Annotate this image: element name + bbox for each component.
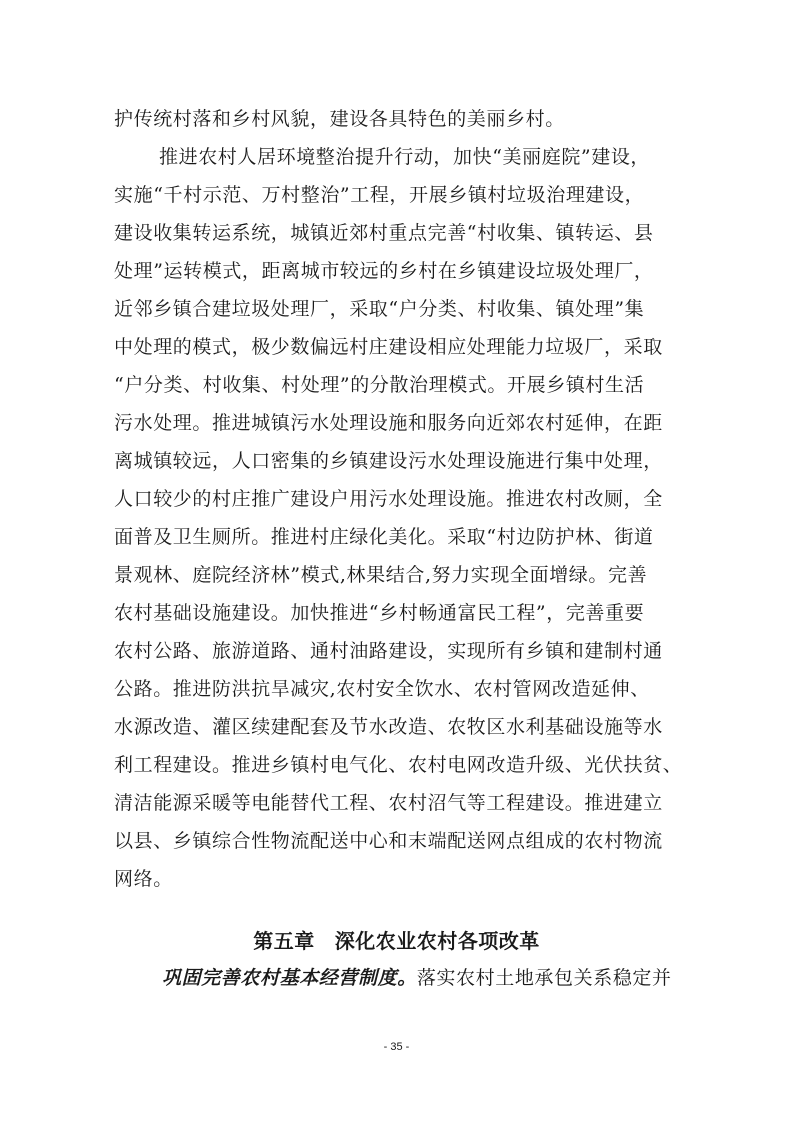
body-line: 清洁能源采暖等电能替代工程、农村沼气等工程建设。推进建立 (114, 792, 663, 814)
lead-bold-phrase: 巩固完善农村基本经营制度。 (162, 967, 417, 989)
body-line: 处理”运转模式，距离城市较远的乡村在乡镇建设垃圾处理厂， (114, 260, 654, 282)
body-line: 实施“千村示范、万村整治”工程，开展乡镇村垃圾治理建设， (114, 184, 645, 206)
body-line: 景观林、庭院经济林”模式,林果结合,努力实现全面增绿。完善 (114, 564, 648, 586)
chapter-title: 深化农业农村各项改革 (334, 929, 540, 953)
body-line: 农村公路、旅游道路、通村油路建设，实现所有乡镇和建制村通 (114, 640, 663, 662)
body-line: 建设收集转运系统，城镇近郊村重点完善“村收集、镇转运、县 (114, 222, 654, 244)
body-line: 农村基础设施建设。加快推进“乡村畅通富民工程”，完善重要 (114, 602, 645, 624)
chapter-heading (0, 928, 793, 954)
body-line: 离城镇较远，人口密集的乡镇建设污水处理设施进行集中处理， (114, 450, 663, 472)
body-line: 护传统村落和乡村风貌，建设各具特色的美丽乡村。 (114, 108, 565, 130)
page-number: - 35 - (383, 1041, 410, 1053)
body-line: 人口较少的村庄推广建设户用污水处理设施。推进农村改厕，全 (114, 488, 663, 510)
chapter-number: 第五章 (253, 929, 315, 953)
body-line: 面普及卫生厕所。推进村庄绿化美化。采取“村边防护林、街道 (114, 526, 654, 548)
lead-text: 落实农村土地承包关系稳定并 (416, 967, 672, 989)
lead-paragraph (162, 966, 672, 990)
body-line: 推进农村人居环境整治提升行动，加快“美丽庭院”建设， (159, 146, 651, 168)
body-line: 利工程建设。推进乡镇村电气化、农村电网改造升级、光伏扶贫、 (114, 754, 683, 776)
body-line: “户分类、村收集、村处理”的分散治理模式。开展乡镇村生活 (114, 374, 645, 396)
body-line: 以县、乡镇综合性物流配送中心和末端配送网点组成的农村物流 (114, 830, 663, 852)
body-line: 中处理的模式，极少数偏远村庄建设相应处理能力垃圾厂，采取 (114, 336, 663, 358)
body-line: 水源改造、灌区续建配套及节水改造、农牧区水利基础设施等水 (114, 716, 663, 738)
body-line: 污水处理。推进城镇污水处理设施和服务向近郊农村延伸，在距 (114, 412, 663, 434)
body-line: 网络。 (114, 868, 173, 890)
body-line: 近邻乡镇合建垃圾处理厂，采取“户分类、村收集、镇处理”集 (114, 298, 645, 320)
body-line: 公路。推进防洪抗旱减灾,农村安全饮水、农村管网改造延伸、 (114, 678, 650, 700)
